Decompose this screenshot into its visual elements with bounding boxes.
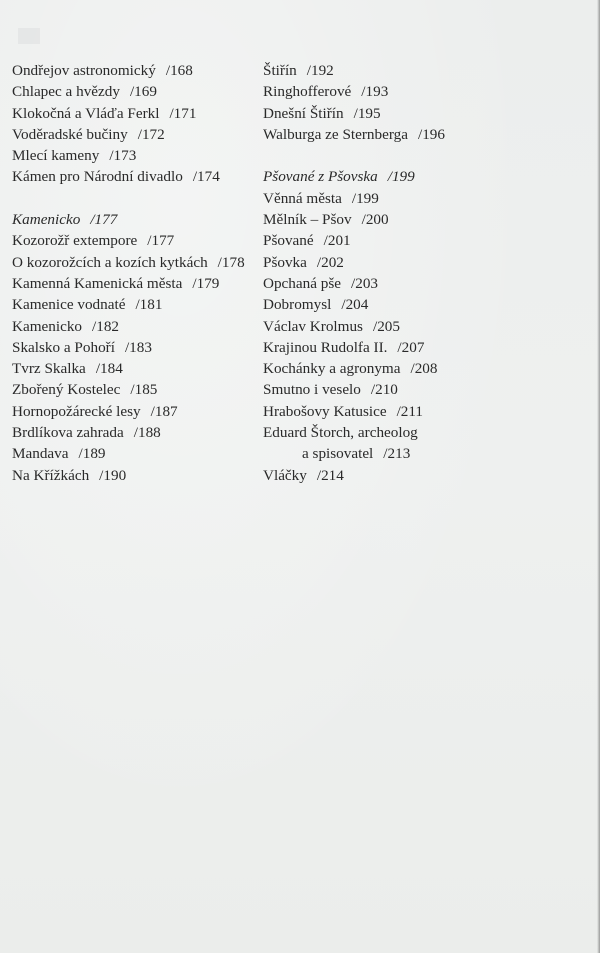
- toc-entry: Chlapec a hvězdy /169: [12, 83, 157, 101]
- toc-entry: Skalsko a Pohoří /183: [12, 338, 152, 356]
- toc-entry: Věnná města /199: [263, 189, 379, 207]
- toc-entry: Dobromysl /204: [263, 296, 369, 314]
- toc-entry: Voděradské bučiny /172: [12, 125, 165, 143]
- toc-entry: Pšovka /202: [263, 253, 344, 271]
- toc-entry: Hrabošovy Katusice /211: [263, 402, 424, 420]
- toc-entry: Mandava /189: [12, 445, 106, 463]
- toc-entry: Ondřejov astronomický /168: [12, 62, 193, 79]
- toc-entry: Mělník – Pšov /200: [263, 211, 389, 229]
- toc-entry: Pšované /201: [263, 232, 351, 250]
- toc-section-title: Pšované z Pšovska /199: [263, 168, 415, 186]
- toc-entry: Kochánky a agronyma /208: [263, 360, 438, 378]
- toc-entry-multiline-line2: a spisovatel /213: [302, 445, 411, 463]
- toc-entry: Vláčky /214: [263, 466, 344, 484]
- toc-entry: Kámen pro Národní divadlo /174: [12, 168, 220, 186]
- toc-section-title: Kamenicko /177: [12, 211, 118, 229]
- toc-entry: Štiřín /192: [263, 62, 334, 79]
- toc-entry: O kozorožcích a kozích kytkách /178: [12, 253, 245, 271]
- toc-entry: Dnešní Štiřín /195: [263, 104, 381, 122]
- toc-entry: Tvrz Skalka /184: [12, 360, 123, 378]
- toc-entry: Smutno i veselo /210: [263, 381, 398, 399]
- toc-entry: Opchaná pše /203: [263, 274, 379, 292]
- toc-entry: Zbořený Kostelec /185: [12, 381, 158, 399]
- toc-entry-multiline-line1: Eduard Štorch, archeolog: [263, 424, 418, 442]
- toc-entry: Kamenice vodnaté /181: [12, 296, 163, 314]
- toc-entry: Kamenicko /182: [12, 317, 120, 335]
- toc-entry: Hornopožárecké lesy /187: [12, 402, 178, 420]
- toc-entry: Ringhofferové /193: [263, 83, 389, 101]
- toc-entry: Václav Krolmus /205: [263, 317, 400, 335]
- toc-entry: Kamenná Kamenická města /179: [12, 274, 220, 292]
- toc-left-column: [12, 60, 252, 486]
- toc-entry: Kozorožř extempore /177: [12, 232, 175, 250]
- toc-right-column: [263, 60, 463, 486]
- bleed-through-mark: [18, 28, 40, 44]
- toc-entry: Mlecí kameny /173: [12, 147, 137, 165]
- toc-entry: Na Křížkách /190: [12, 466, 127, 484]
- toc-entry: Krajinou Rudolfa II. /207: [263, 338, 425, 356]
- toc-entry: Walburga ze Sternberga /196: [263, 125, 445, 143]
- toc-entry: Klokočná a Vláďa Ferkl /171: [12, 104, 197, 122]
- toc-entry: Brdlíkova zahrada /188: [12, 424, 161, 442]
